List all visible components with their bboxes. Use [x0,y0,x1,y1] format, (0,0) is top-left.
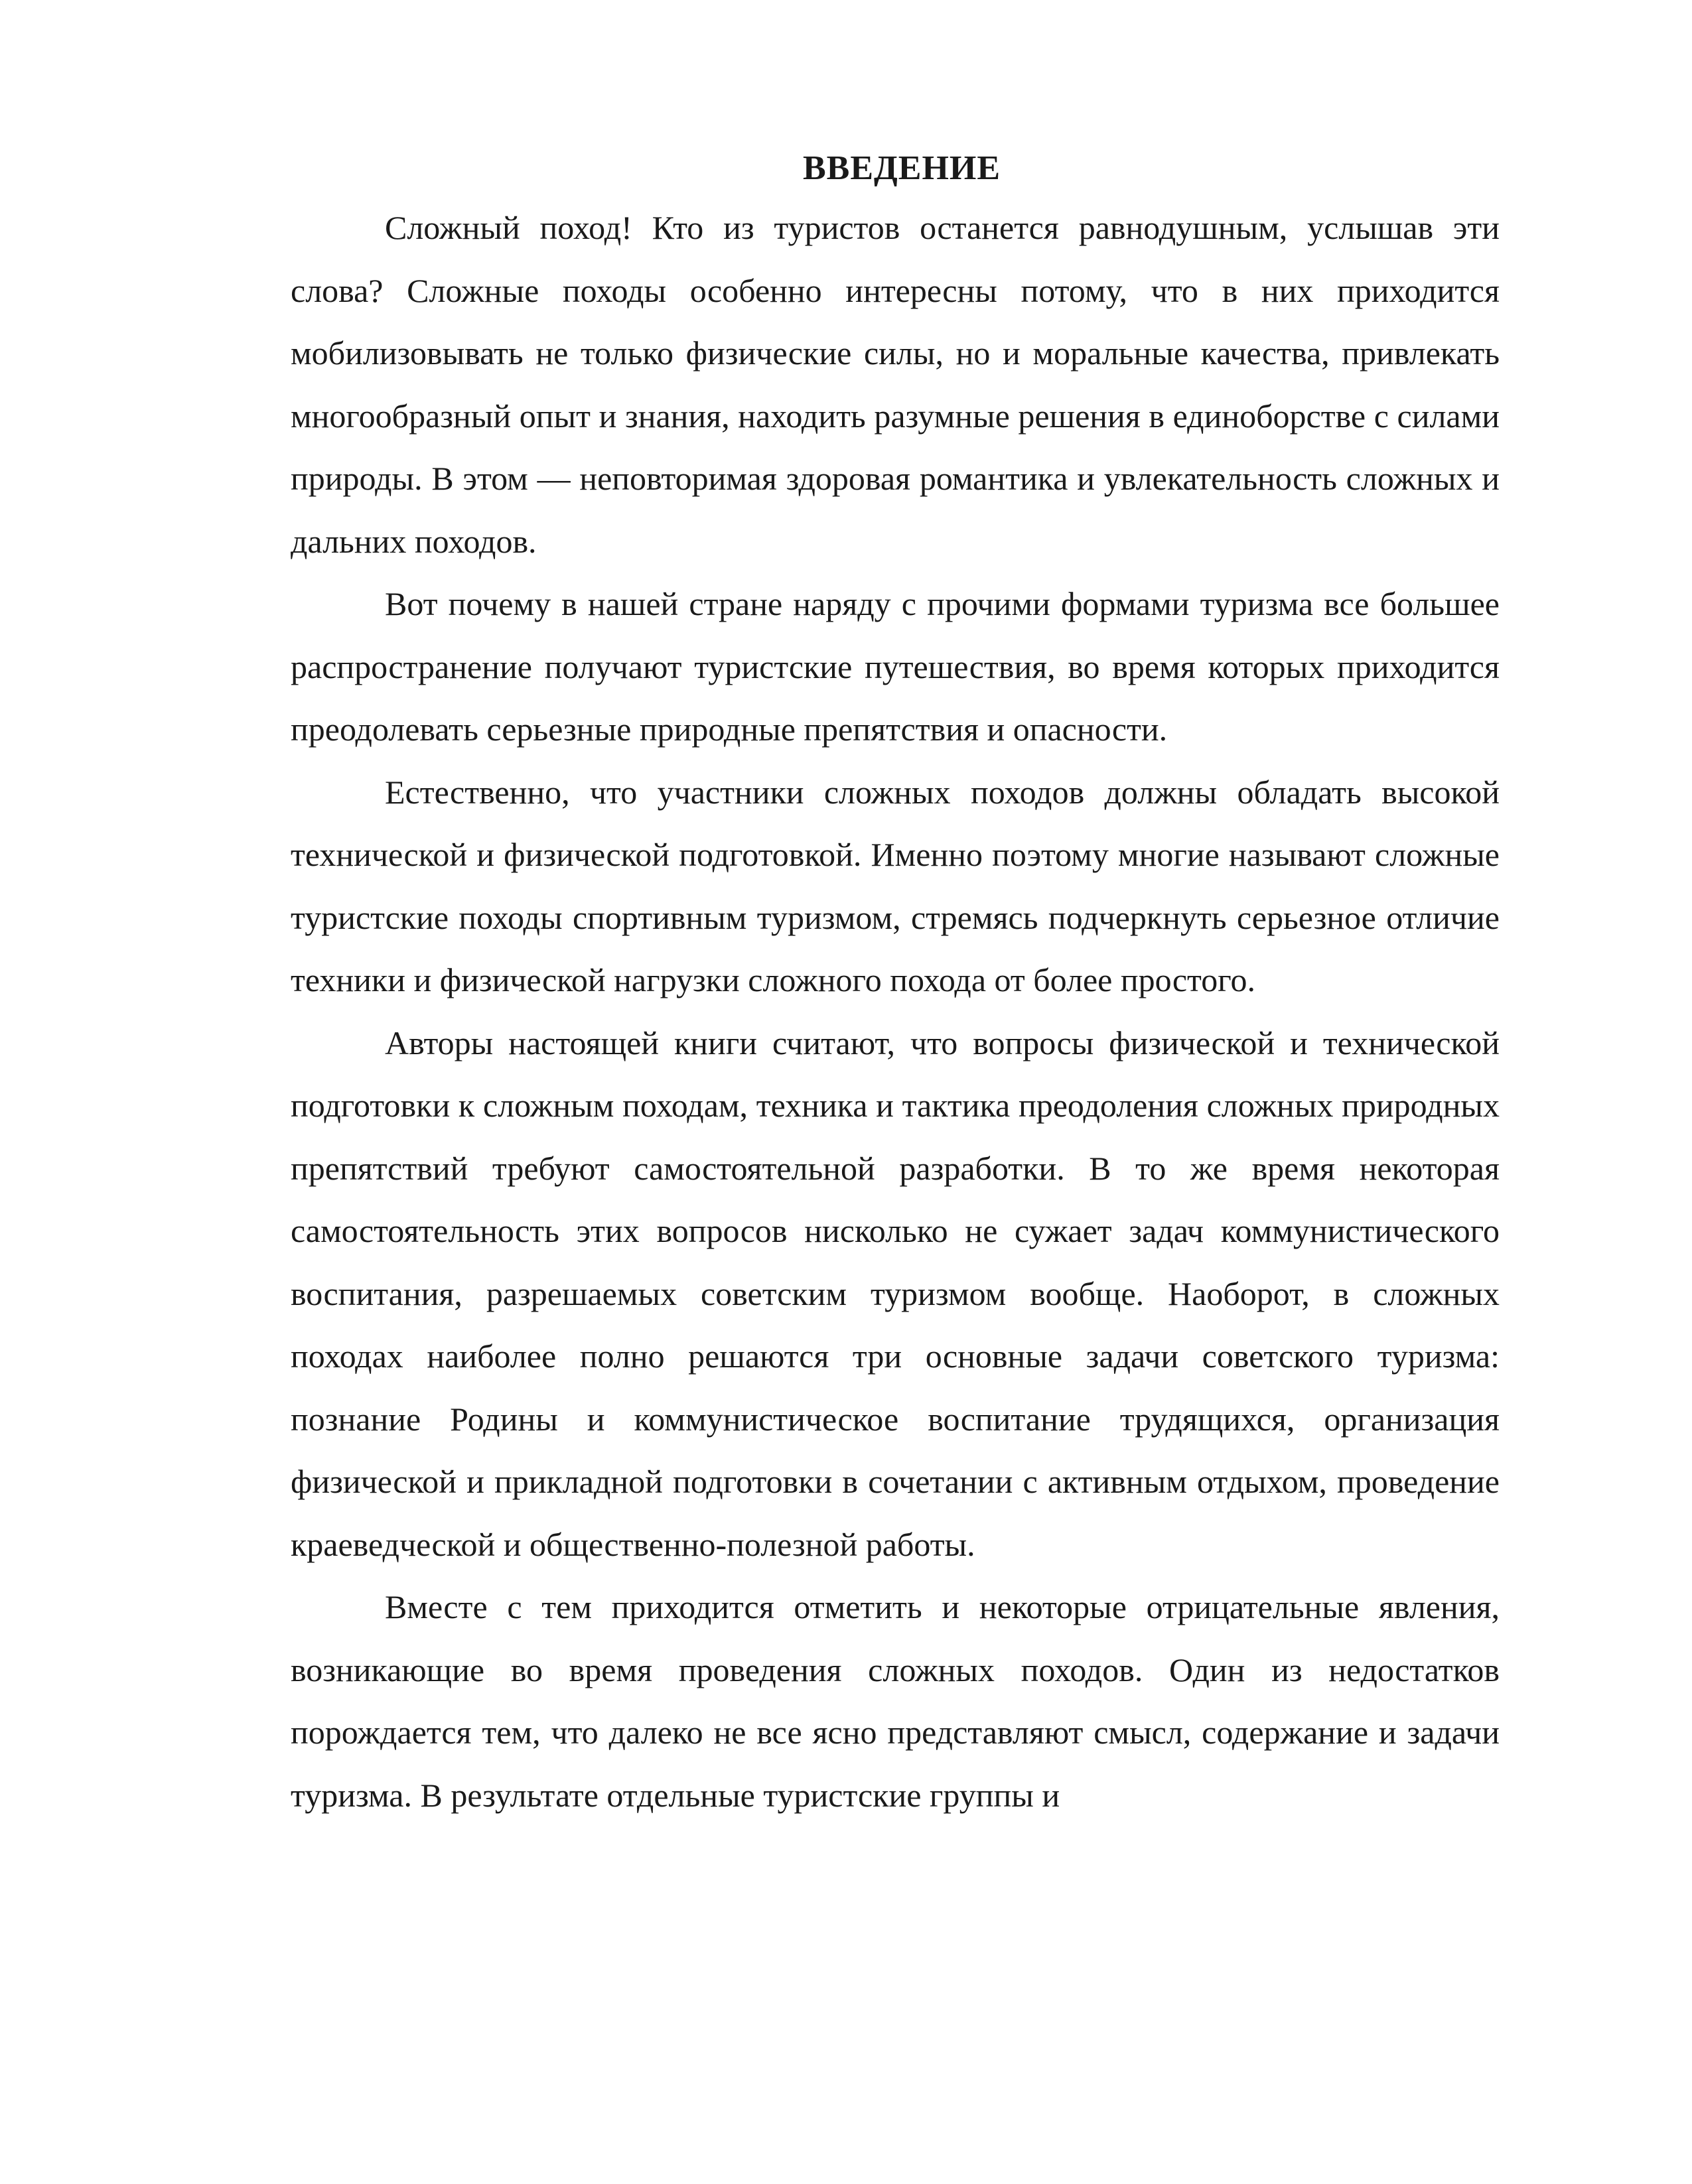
paragraph-5: Вместе с тем приходится отметить и некоторые отрицательные явления, возникающие во время проведения сложных походов. Один из недостатков порождается тем, что далеко не все ясно представляют смысл, содержание и задачи туризма. В результате отдельные туристские группы и [291,1588,1500,1814]
paragraph-2: Вот почему в нашей стране наряду с прочими формами туризма все большее распространение получают туристские путешествия, во время которых приходится преодолевать серьезные природные препятствия и опасности. [291,585,1500,748]
paragraph-4: Авторы настоящей книги считают, что вопросы физической и технической подготовки к сложным походам, техника и тактика преодоления сложных природных препятствий требуют самостоятельной разработки. В то же время некоторая самостоятельность этих вопросов нисколько не сужает задач коммунистического воспитания, разрешаемых советским туризмом вообще. Наоборот, в сложных походах наиболее полно решаются три основные задачи советского туризма: познание Родины и коммунистическое воспитание трудящихся, организация физической и прикладной подготовки в сочетании с активным отдыхом, проведение краеведческой и общественно-полезной работы. [291,1024,1500,1563]
paragraph-1: Сложный поход! Кто из туристов останется равнодушным, услышав эти слова? Сложные походы особенно интересны потому, что в них приходится мобилизовывать не только физические силы, но и моральные качества, привлекать многообразный опыт и знания, находить разумные решения в единоборстве с силами природы. В этом — неповторимая здоровая романтика и увлекательность сложных и дальних походов. [291,209,1500,560]
page-title: ВВЕДЕНИЕ [802,149,1001,187]
paragraph-3: Естественно, что участники сложных походов должны обладать высокой технической и физической подготовкой. Именно поэтому многие называют сложные туристские походы спортивным туризмом, стремясь подчеркнуть серьезное отличие техники и физической нагрузки сложного похода от более простого. [291,773,1500,998]
text-body [291,141,1500,1826]
